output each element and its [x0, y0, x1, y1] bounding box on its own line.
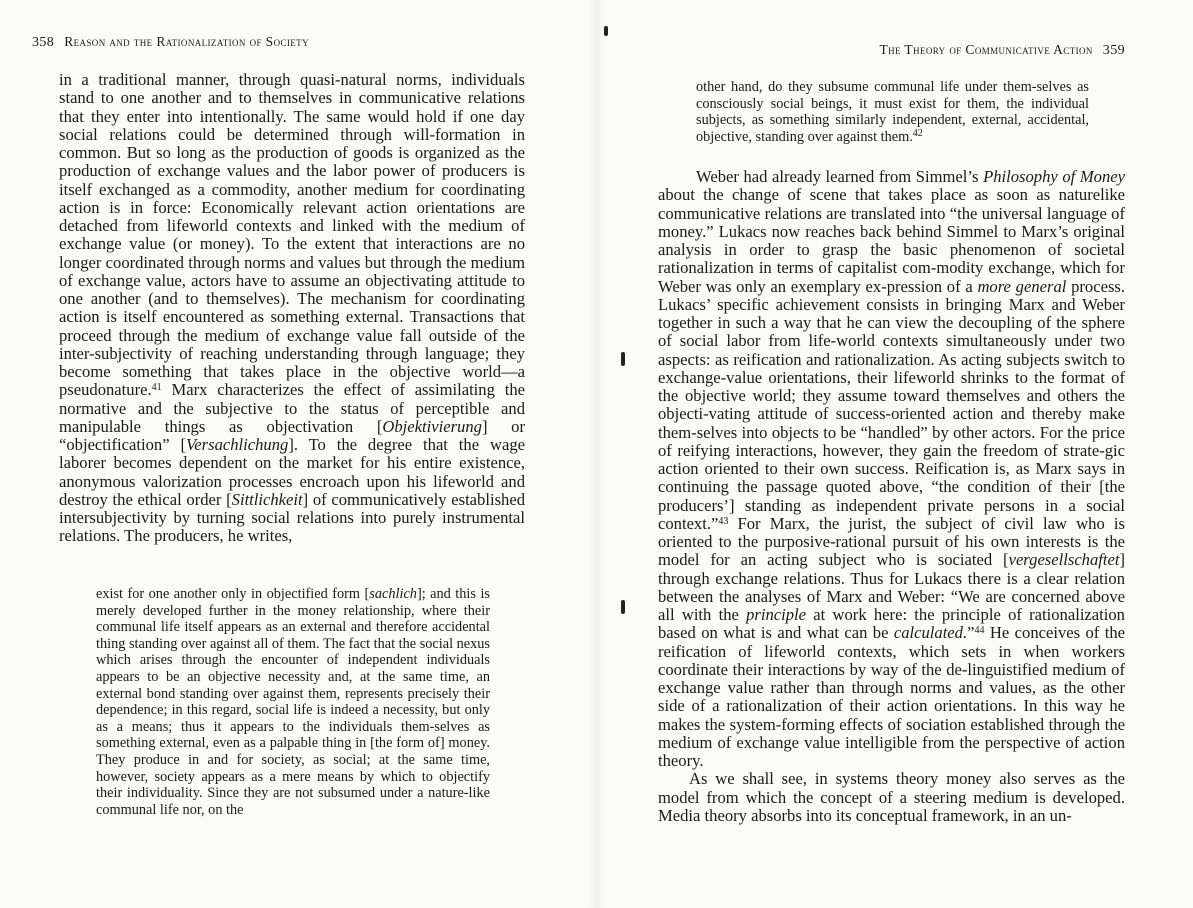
page-number: 358 [32, 35, 55, 50]
block-quote-continued: other hand, do they subsume communal life under them-selves as consciously social beings, it must exist for them, the individual subjects, as something similarly independent, external, accidental, objective, standing over against them.$^{42}$ [696, 79, 1089, 145]
page-number: 359 [1102, 43, 1125, 58]
body-text [658, 168, 1125, 825]
footnote-ref: 43 [718, 515, 729, 527]
footnote-ref: 42 [912, 127, 923, 139]
footnote-ref: 44 [974, 625, 985, 637]
footnote-ref: 41 [151, 382, 162, 394]
running-head-left [32, 34, 309, 51]
running-head-title: Reason and the Rationalization of Society [64, 34, 309, 49]
running-head-title: The Theory of Communicative Action [879, 42, 1093, 57]
right-page [600, 0, 1193, 908]
left-page [0, 0, 590, 908]
running-head-right [879, 42, 1125, 59]
body-paragraph: As we shall see, in systems theory money also serves as the model from which the concept of a steering medium is developed. Media theory absorbs into its conceptual framework, in an un- [658, 769, 1125, 825]
block-quote: exist for one another only in objectified form [sachlich]; and this is merely developed further in the money relationship, where their communal life itself appears as an external and therefore accidental thing standing over against all of them. The fact that the social nexus which arises through the encounter of independent individuals appears to be an objective necessity and, at the same time, an external bond standing over against them, represents precisely their dependence; in this regard, social life is indeed a necessity, but only as a means; thus it appears to the individuals them-selves as something external, even as a palpable thing in [the form of] money. They produce in and for society, as social; at the same time, however, society appears as a mere means by which to objectify their individuality. Since they are not subsumed under a nature-like communal life nor, on the [96, 586, 490, 818]
body-paragraph: Weber had already learned from Simmel’s Philosophy of Money about the change of scene that takes place as soon as naturelike communicative relations are translated into “the universal language of money.” Lukacs now reaches back behind Simmel to Marx’s original analysis in order to grasp the basic phenomenon of societal rationalization in terms of capitalist com-modity exchange, which for Weber was only an exemplary ex-pression of a more general process. Lukacs’ specific achievement consists in bringing Marx and Weber together in such a way that he can view the decoupling of the sphere of social labor from life-world contexts simultaneously under two aspects: as reification and rationalization. As acting subjects switch to exchange-value orientations, their lifeworld shrinks to the format of the objective world; they assume toward themselves and others the objecti-vating attitude of success-oriented action and thereby make them-selves into objects to be “handled” by other actors. For the price of reifying interactions, however, they gain the freedom of strate-gic action oriented to their own success. Reification is, as Marx says in continuing the passage quoted above, “the condition of their [the producers’] standing as independent private persons in a social context.”$^{43}$ For Marx, the jurist, the subject of civil law who is oriented to the purposive-rational pursuit of his own interests is the model for an acting subject who is sociated [vergesellschaftet] through exchange relations. Thus for Lukacs there is a clear relation between the analyses of Marx and Weber: “We are concerned above all with the principle at work here: the principle of rationalization based on what is and what can be calculated.”$^{44}$ He conceives of the reification of lifeworld contexts, which sets in when workers coordinate their interactions by way of the de-linguistified medium of exchange value rather than through norms and values, as the other side of a rationalization of their action orientations. In this way he makes the system-forming effects of sociation established through the medium of exchange value intelligible from the perspective of action theory. [658, 167, 1126, 770]
body-paragraph: in a traditional manner, through quasi-natural norms, individuals stand to one another and to themselves in communicative relations that they enter into intentionally. The same would hold if one day social relations could be determined through will-formation in common. But so long as the production of goods is organized as the production of exchange values and the labor power of producers is itself exchanged as a commodity, another medium for coordinating action is in force: Economically relevant action orientations are detached from lifeworld contexts and linked with the medium of exchange value (or money). To the extent that interactions are no longer coordinated through norms and values but through the medium of exchange value, actors have to assume an objectivating attitude to one another (and to themselves). The mechanism for coordinating action is itself encountered as something external. Transactions that proceed through the medium of exchange value fall outside of the inter-subjectivity of reaching understanding through language; they become something that takes place in the objective world—a pseudonature.$^{41}$ Marx characterizes the effect of assimilating the normative and the subjective to the status of perceptible and manipulable things as objectivation [Objektivierung] or “objectification” [Versachlichung]. To the degree that the wage laborer becomes dependent on the market for his entire existence, anonymous valorization processes encroach upon his lifeworld and destroy the ethical order [Sittlichkeit] of communicatively established intersubjectivity by turning social relations into purely instrumental relations. The producers, he writes, [59, 70, 525, 546]
